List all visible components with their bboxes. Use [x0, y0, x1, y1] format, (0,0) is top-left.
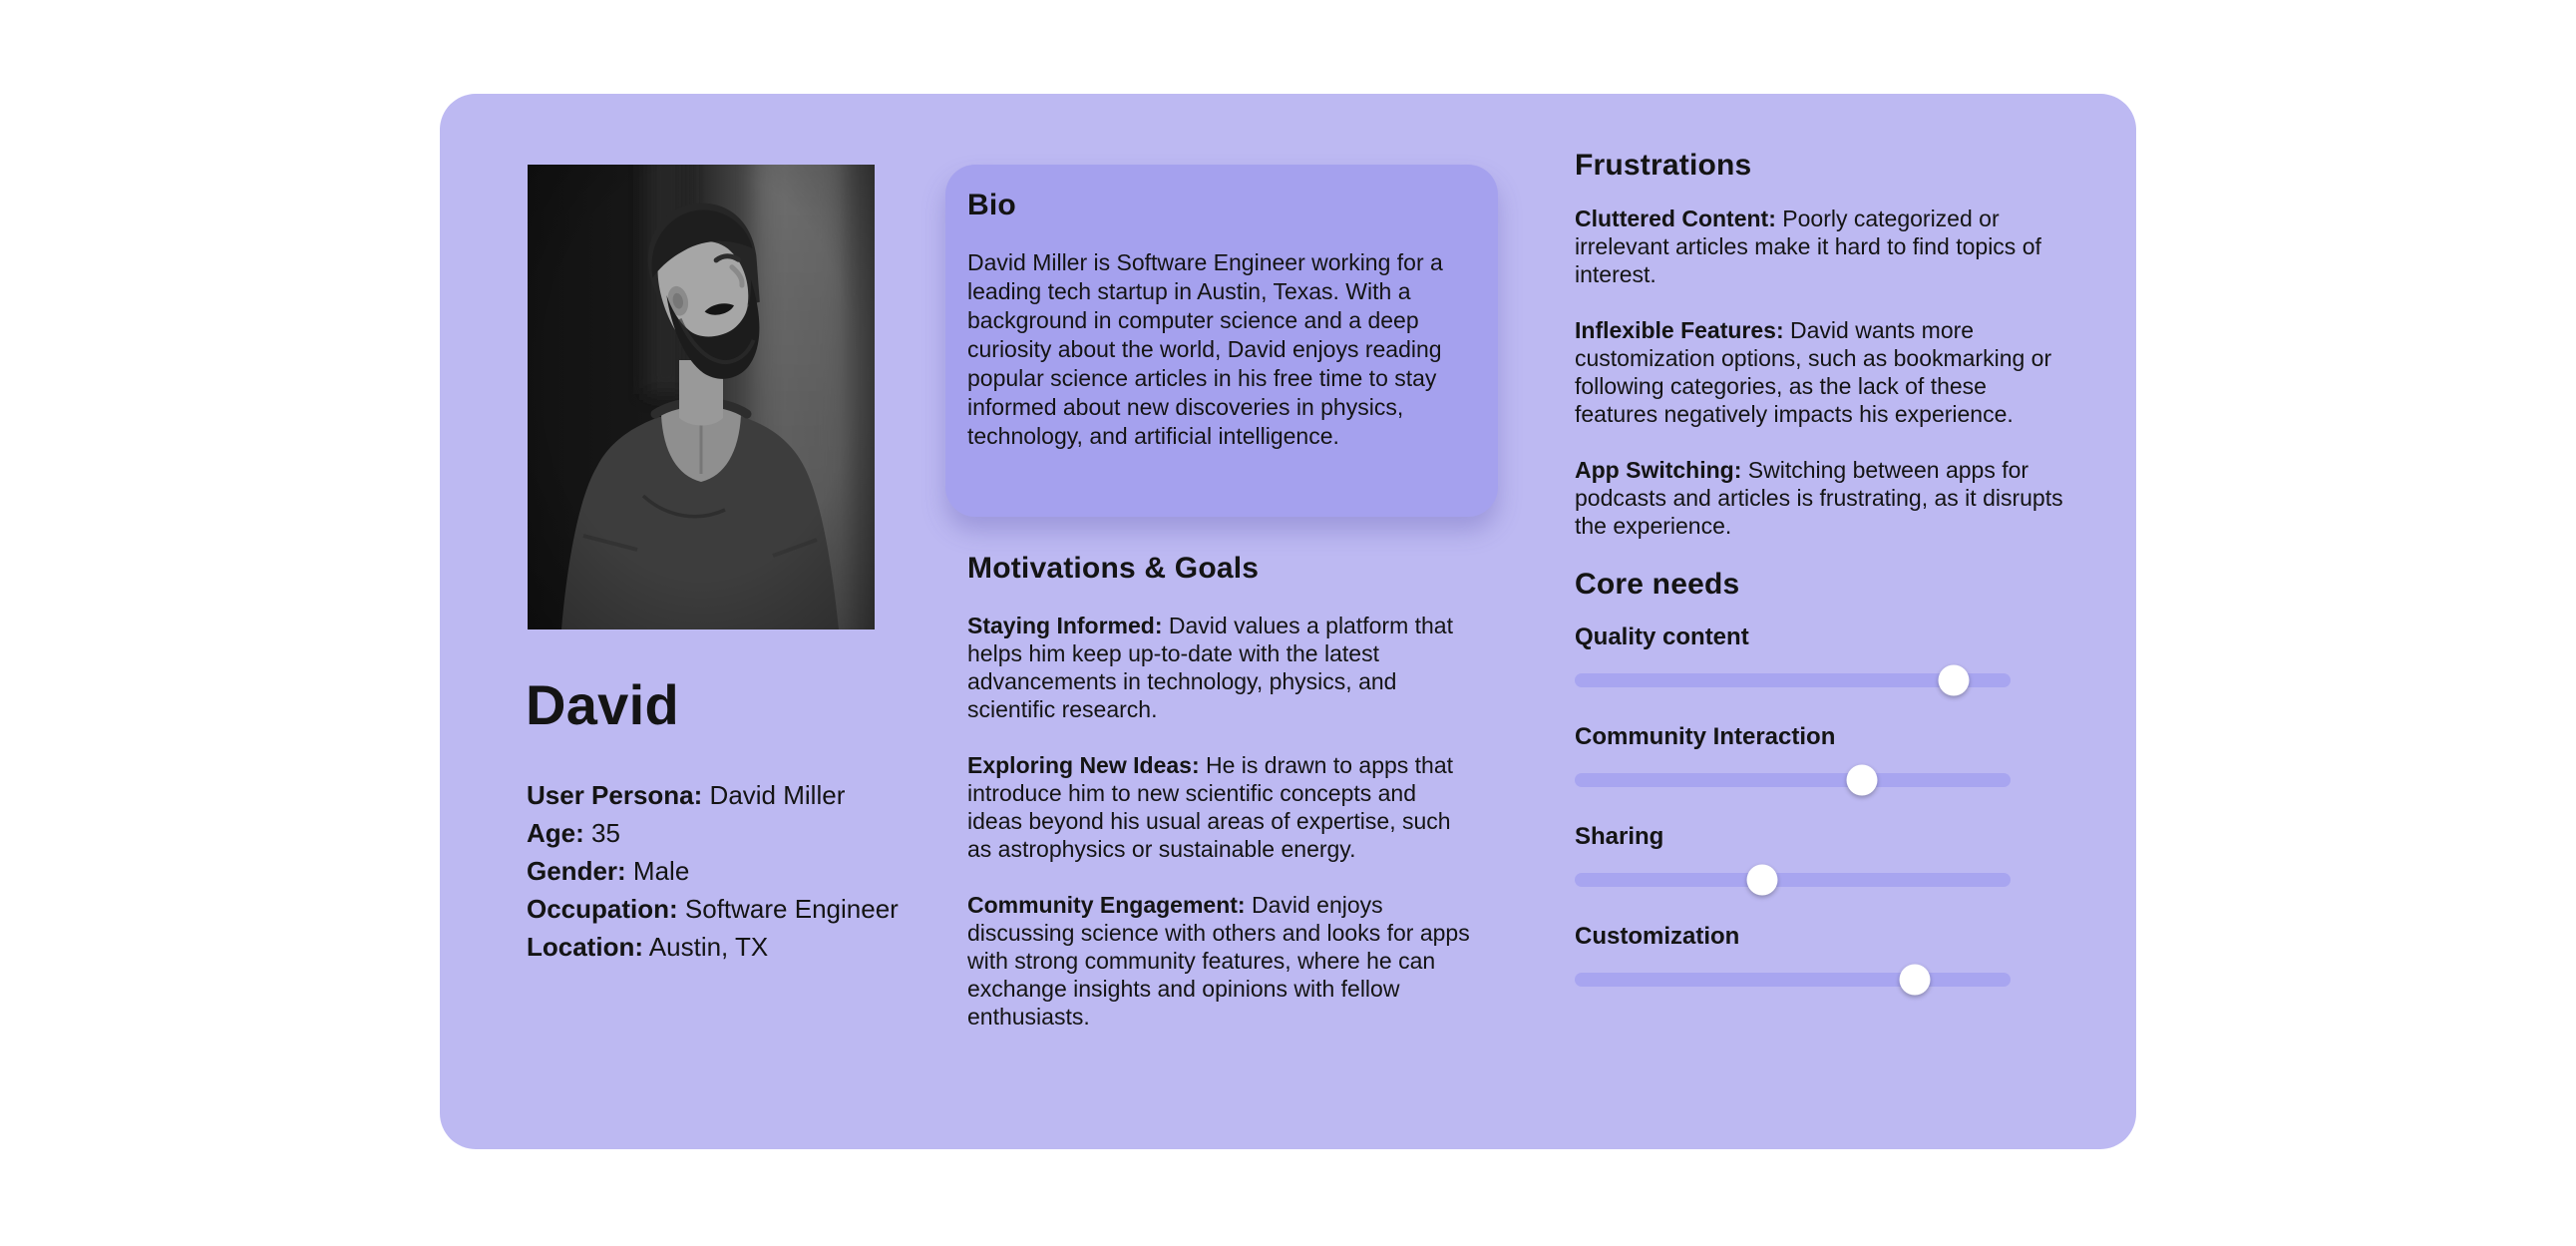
slider-track[interactable]: [1575, 673, 2011, 687]
item-text: He is drawn to apps that introduce him to new scientific concepts and ideas beyond his usual areas of expertise, such as astrophysics or sustainable energy.: [967, 752, 1454, 862]
item-text: David values a platform that helps him keep up-to-date with the latest advancements in technology, physics, and scientific research.: [967, 613, 1453, 722]
persona-card: [440, 94, 2136, 1149]
item-text: Switching between apps for podcasts and articles is frustrating, as it disrupts the experience.: [1575, 457, 2063, 539]
slider-group-sharing: [1575, 823, 2075, 887]
slider-group-community-interaction: [1575, 723, 2075, 787]
item-label: Staying Informed:: [967, 613, 1163, 638]
persona-photo-illustration: [528, 165, 875, 629]
frustrations-title: Frustrations: [1575, 149, 1752, 182]
persona-details: [527, 776, 901, 966]
slider-thumb[interactable]: [1899, 965, 1930, 996]
detail-row: [527, 928, 901, 966]
motivation-item: [967, 891, 1476, 1031]
slider-label: Sharing: [1575, 823, 1664, 850]
persona-photo: [528, 165, 875, 629]
persona-name: David: [526, 673, 679, 736]
detail-label: Occupation:: [527, 894, 678, 924]
detail-row: [527, 890, 901, 928]
item-text: David enjoys discussing science with others and looks for apps with strong community features, where he can exchange insights and opinions with fellow enthusiasts.: [967, 892, 1470, 1030]
frustration-item: [1575, 205, 2075, 288]
frustration-item: [1575, 316, 2075, 428]
detail-row: [527, 852, 901, 890]
item-label: Cluttered Content:: [1575, 206, 1776, 231]
detail-row: [527, 776, 901, 814]
detail-label: Gender:: [527, 856, 626, 886]
detail-label: Location:: [527, 932, 643, 962]
bio-title: Bio: [967, 189, 1016, 221]
bio-panel: [945, 165, 1498, 517]
slider-thumb[interactable]: [1746, 865, 1777, 896]
detail-value: David Miller: [709, 780, 846, 810]
slider-thumb[interactable]: [1847, 765, 1878, 796]
slider-track[interactable]: [1575, 873, 2011, 887]
slider-group-customization: [1575, 923, 2075, 987]
motivation-item: [967, 612, 1476, 723]
detail-label: Age:: [527, 818, 584, 848]
detail-value: Male: [632, 856, 690, 886]
item-label: Inflexible Features:: [1575, 317, 1784, 343]
slider-track[interactable]: [1575, 973, 2011, 987]
item-text: David wants more customization options, such as bookmarking or following categories, as the lack of these features negatively impacts his experience.: [1575, 317, 2052, 427]
slider-track[interactable]: [1575, 773, 2011, 787]
item-text: Poorly categorized or irrelevant articles make it hard to find topics of interest.: [1575, 206, 2041, 287]
slider-label: Quality content: [1575, 623, 1749, 650]
core-needs-title: Core needs: [1575, 568, 1740, 601]
detail-row: [527, 814, 901, 852]
detail-label: User Persona:: [527, 780, 703, 810]
slider-group-quality-content: [1575, 623, 2075, 687]
item-label: Exploring New Ideas:: [967, 752, 1200, 778]
detail-value: Austin, TX: [648, 932, 769, 962]
item-label: Community Engagement:: [967, 892, 1246, 918]
motivations-section: [967, 552, 1476, 1058]
bio-text: David Miller is Software Engineer working for a leading tech startup in Austin, Texas. With a background in computer science and a deep curiosity about the world, David enjoys reading popular science articles in his free time to stay informed about new discoveries in physics, technology, and artificial intelligence.: [967, 249, 1443, 449]
item-label: App Switching:: [1575, 457, 1742, 483]
frustrations-section: [1575, 149, 2075, 1023]
motivations-title: Motivations & Goals: [967, 552, 1260, 585]
slider-label: Customization: [1575, 923, 1740, 950]
slider-label: Community Interaction: [1575, 723, 1836, 750]
slider-thumb[interactable]: [1939, 665, 1970, 696]
detail-value: 35: [591, 818, 620, 848]
frustration-item: [1575, 456, 2075, 540]
motivation-item: [967, 751, 1476, 863]
detail-value: Software Engineer: [684, 894, 899, 924]
